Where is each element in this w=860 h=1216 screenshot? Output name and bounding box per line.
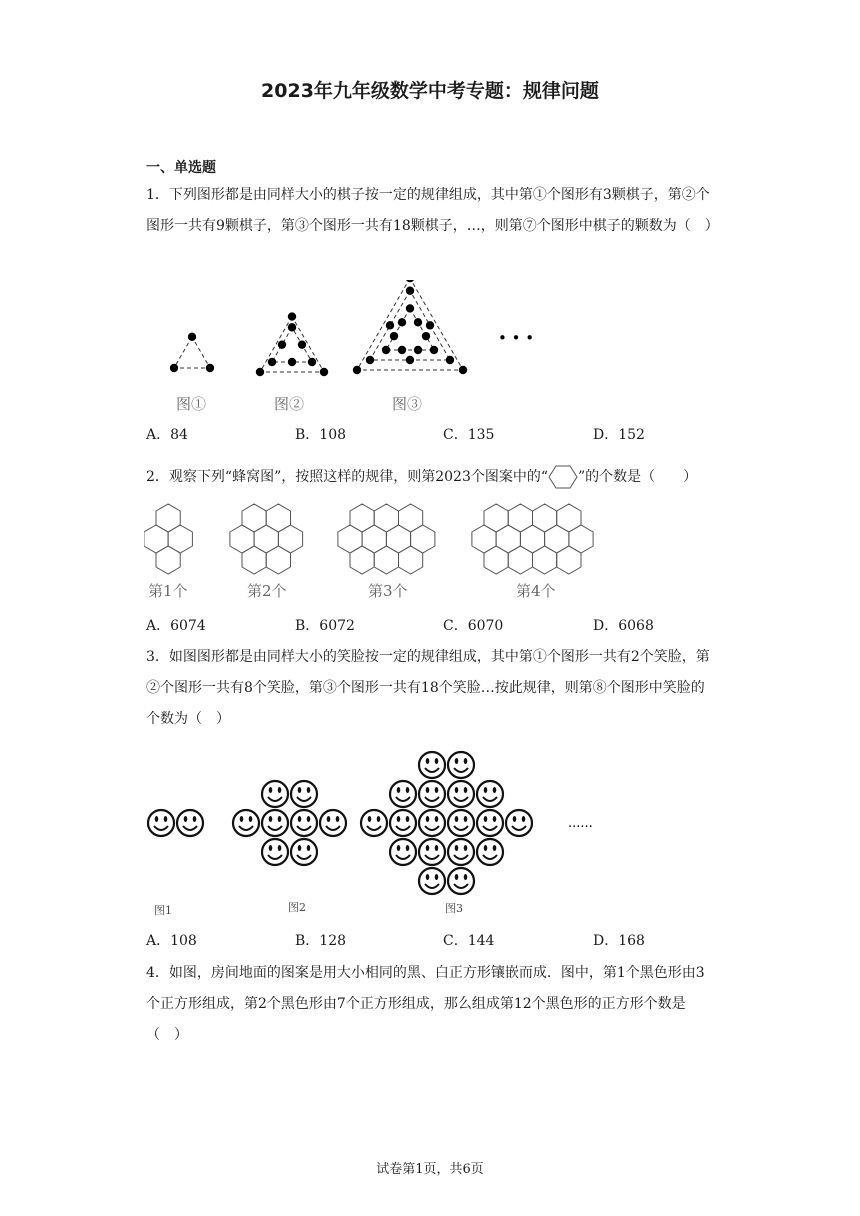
honeycomb-cell [350,504,374,532]
chess-piece-dot [382,346,390,354]
honeycomb-cell [362,525,386,553]
chess-piece-dot [386,321,394,329]
chess-piece-dot [256,368,264,376]
smiley-face-icon [448,752,474,778]
chess-piece-dot [170,364,178,372]
figure-caption-3: 图③ [392,395,423,413]
smiley-face-icon [448,839,474,865]
option-a[interactable]: A．108 [146,933,197,949]
option-d[interactable]: D．152 [593,427,645,443]
honeycomb-cell [254,525,278,553]
option-b[interactable]: B．128 [295,933,347,949]
question-1-figure [146,280,566,415]
chess-piece-dot [308,358,316,366]
chess-piece-dot [288,323,296,331]
honeycomb-cell [278,525,302,553]
smiley-face-icon [291,810,317,836]
chess-piece-dot [288,312,296,320]
honeycomb-cell [350,546,374,574]
chess-piece-dot [422,332,430,340]
question-2-figure [144,496,614,604]
chess-piece-dot [414,346,422,354]
smiley-face-icon [320,810,346,836]
honeycomb-cell [144,525,168,553]
honeycomb-cell [156,546,180,574]
smiley-face-icon [177,810,203,836]
honeycomb-cell [533,546,557,574]
honeycomb-cell [411,525,435,553]
question-2-text [146,462,746,493]
chess-piece-dot [188,333,196,341]
honeycomb-cell [168,525,192,553]
chess-piece-dot [398,318,406,326]
figure-caption-1: 图① [176,395,207,413]
smiley-face-icon [477,839,503,865]
honeycomb-cell [399,546,423,574]
chess-piece-dot [320,368,328,376]
smiley-face-icon [419,810,445,836]
smiley-face-icon [390,839,416,865]
smiley-face-icon [262,810,288,836]
honeycomb-cell [472,525,496,553]
chess-piece-dot [414,318,422,326]
question-1-text: 1．下列图形都是由同样大小的棋子按一定的规律组成，其中第①个图形有3颗棋子，第②个图形一共有9颗棋子，第③个图形一共有18颗棋子，…，则第⑦个图形中棋子的颗数为（ ） [146,187,719,234]
honeycomb-cell [533,504,557,532]
option-c[interactable]: C．6070 [443,618,504,634]
honeycomb-cell [374,504,398,532]
smiley-caption-1: 图1 [154,904,172,917]
chess-piece-dot [406,280,414,282]
option-b[interactable]: B．108 [295,427,347,443]
chess-piece-dot [353,366,361,374]
honeycomb-cell [338,525,362,553]
chess-triangle-1 [170,333,214,373]
smiley-face-icon [506,810,532,836]
smiley-face-icon [148,810,174,836]
honeycomb-cell [496,525,520,553]
option-c[interactable]: C．135 [443,427,495,443]
honeycomb-cell [484,504,508,532]
honeycomb-caption-2: 第2个 [247,582,287,600]
page-footer: 试卷第1页，共6页 [376,1162,484,1177]
smiley-face-icon [390,810,416,836]
smiley-caption-2: 图2 [288,901,306,914]
honeycomb-cell [374,546,398,574]
chess-piece-dot [426,321,434,329]
chess-piece-dot [268,358,276,366]
question-3-text: 3．如图图形都是由同样大小的笑脸按一定的规律组成，其中第①个图形一共有2个笑脸，第②个图形一共有8个笑脸，第③个图形一共有18个笑脸…按此规律，则第⑧个图形中笑脸的个数为（ ） [146,649,710,727]
option-a[interactable]: A．84 [146,427,188,443]
option-b[interactable]: B．6072 [295,618,355,634]
chess-triangle-3 [353,280,467,374]
chess-triangle-2 [256,312,328,376]
smiley-face-icon [448,868,474,894]
option-d[interactable]: D．6068 [593,618,654,634]
honeycomb-cell [399,504,423,532]
chess-piece-dot [206,364,214,372]
smiley-face-icon [291,839,317,865]
question-2-text-after: ”的个数是（ ） [578,469,698,485]
honeycomb-cell [569,525,593,553]
question-2-text-before: 2．观察下列“蜂窝图”，按照这样的规律，则第2023个图案中的“ [146,469,549,485]
smiley-face-icon [361,810,387,836]
chess-piece-dot [406,304,414,312]
honeycomb-cell [242,504,266,532]
smiley-face-icon [448,810,474,836]
smiley-face-icon [291,781,317,807]
honeycomb-cell [242,546,266,574]
honeycomb-cell [557,504,581,532]
section-heading: 一、单选题 [146,160,216,176]
honeycomb-cell [545,525,569,553]
smiley-face-icon [448,781,474,807]
smiley-face-icon [390,781,416,807]
smiley-face-icon [477,781,503,807]
honeycomb-caption-4: 第4个 [516,582,556,600]
hexagon-icon [548,464,578,490]
smiley-face-icon [419,839,445,865]
honeycomb-cell [266,504,290,532]
option-c[interactable]: C．144 [443,933,495,949]
smiley-face-icon [419,752,445,778]
honeycomb-caption-1: 第1个 [148,582,188,600]
honeycomb-cell [557,546,581,574]
honeycomb-cell [508,546,532,574]
honeycomb-caption-3: 第3个 [368,582,408,600]
figure-caption-2: 图② [274,395,305,413]
chess-piece-dot [406,356,414,364]
question-3-figure [144,744,614,920]
honeycomb-cell [386,525,410,553]
continuation-ellipsis: ...... [568,816,593,831]
smiley-face-icon [262,781,288,807]
honeycomb-cell [484,546,508,574]
honeycomb-cell [520,525,544,553]
option-a[interactable]: A．6074 [146,618,206,634]
chess-piece-dot [406,287,414,295]
option-d[interactable]: D．168 [593,933,645,949]
smiley-face-icon [419,781,445,807]
smiley-face-icon [477,810,503,836]
page-title: 2023年九年级数学中考专题：规律问题 [261,80,599,102]
smiley-caption-3: 图3 [445,902,463,915]
chess-piece-dot [298,340,306,348]
continuation-ellipsis: • • • [498,329,535,347]
question-4-text: 4．如图，房间地面的图案是用大小相同的黑、白正方形镶嵌而成．图中，第1个黑色形由3个正方形组成，第2个黑色形由7个正方形组成，那么组成第12个黑色形的正方形个数是（ ） [146,965,705,1043]
chess-piece-dot [288,358,296,366]
chess-piece-dot [430,346,438,354]
chess-piece-dot [446,356,454,364]
chess-piece-dot [459,366,467,374]
honeycomb-cell [230,525,254,553]
honeycomb-cell [156,504,180,532]
chess-piece-dot [390,332,398,340]
honeycomb-cell [508,504,532,532]
smiley-face-icon [262,839,288,865]
chess-piece-dot [278,340,286,348]
smiley-face-icon [233,810,259,836]
smiley-face-icon [419,868,445,894]
chess-piece-dot [366,356,374,364]
honeycomb-cell [266,546,290,574]
chess-piece-dot [398,346,406,354]
